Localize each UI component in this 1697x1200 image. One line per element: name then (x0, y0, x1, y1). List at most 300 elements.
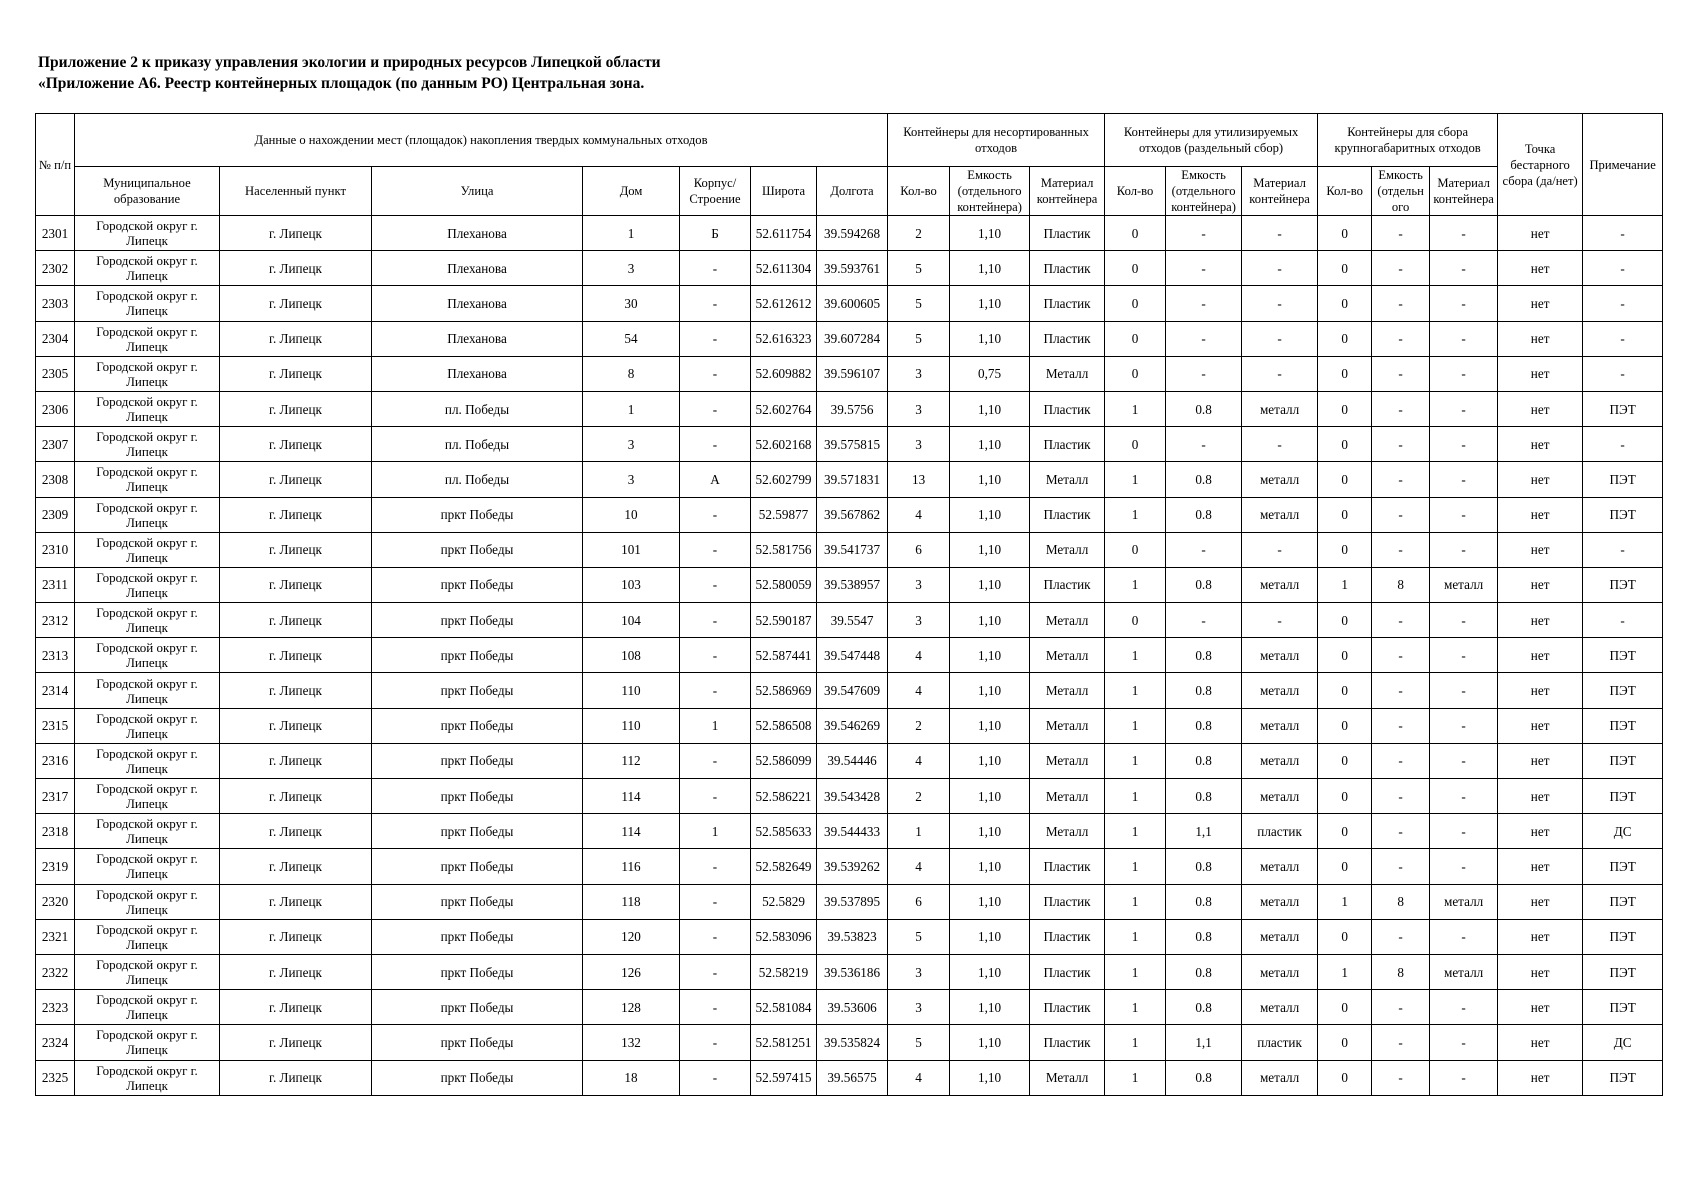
cell-note: ПЭТ (1583, 919, 1663, 954)
cell-note: - (1583, 216, 1663, 251)
cell-unsorted-capacity: 1,10 (950, 743, 1030, 778)
cell-recycle-material: металл (1242, 779, 1318, 814)
cell-recycle-capacity: - (1166, 286, 1242, 321)
container-sites-registry-table (35, 113, 1663, 1096)
cell-recycle-material: металл (1242, 638, 1318, 673)
cell-street: пркт Победы (372, 673, 583, 708)
cell-latitude: 52.609882 (751, 356, 817, 391)
cell-num: 2318 (36, 814, 75, 849)
cell-note: - (1583, 251, 1663, 286)
cell-bulky-count: 0 (1318, 779, 1372, 814)
table-row (36, 251, 1663, 286)
cell-longitude: 39.567862 (817, 497, 888, 532)
cell-bulky-capacity: - (1372, 990, 1430, 1025)
cell-bulky-capacity: - (1372, 673, 1430, 708)
cell-house: 112 (583, 743, 680, 778)
cell-building: А (680, 462, 751, 497)
cell-unsorted-count: 3 (888, 567, 950, 602)
table-row (36, 954, 1663, 989)
cell-unsorted-count: 6 (888, 532, 950, 567)
cell-longitude: 39.541737 (817, 532, 888, 567)
cell-latitude: 52.587441 (751, 638, 817, 673)
cell-longitude: 39.547609 (817, 673, 888, 708)
table-row (36, 356, 1663, 391)
cell-bagless: нет (1498, 884, 1583, 919)
cell-unsorted-count: 3 (888, 990, 950, 1025)
cell-longitude: 39.547448 (817, 638, 888, 673)
cell-recycle-capacity: 0.8 (1166, 391, 1242, 426)
header-bulky-capacity: Емкость (отдельн ого (1372, 167, 1430, 216)
cell-num: 2325 (36, 1060, 75, 1095)
cell-recycle-capacity: 0.8 (1166, 708, 1242, 743)
cell-unsorted-capacity: 1,10 (950, 286, 1030, 321)
cell-longitude: 39.56575 (817, 1060, 888, 1095)
cell-num: 2321 (36, 919, 75, 954)
cell-longitude: 39.594268 (817, 216, 888, 251)
cell-note: ПЭТ (1583, 391, 1663, 426)
cell-bulky-count: 1 (1318, 567, 1372, 602)
cell-recycle-material: металл (1242, 1060, 1318, 1095)
cell-latitude: 52.582649 (751, 849, 817, 884)
cell-bulky-material: - (1430, 1025, 1498, 1060)
cell-unsorted-material: Металл (1030, 603, 1105, 638)
cell-municipality: Городской округ г. Липецк (75, 849, 220, 884)
cell-recycle-material: - (1242, 321, 1318, 356)
cell-bagless: нет (1498, 849, 1583, 884)
cell-recycle-count: 1 (1105, 673, 1166, 708)
cell-bulky-capacity: - (1372, 216, 1430, 251)
header-longitude: Долгота (817, 167, 888, 216)
cell-bulky-capacity: - (1372, 1025, 1430, 1060)
cell-bulky-material: - (1430, 251, 1498, 286)
cell-recycle-material: металл (1242, 462, 1318, 497)
cell-note: ПЭТ (1583, 849, 1663, 884)
cell-unsorted-count: 5 (888, 286, 950, 321)
cell-municipality: Городской округ г. Липецк (75, 427, 220, 462)
cell-unsorted-material: Металл (1030, 814, 1105, 849)
cell-recycle-count: 1 (1105, 884, 1166, 919)
cell-house: 110 (583, 673, 680, 708)
cell-unsorted-count: 2 (888, 708, 950, 743)
cell-recycle-material: металл (1242, 673, 1318, 708)
cell-bulky-capacity: - (1372, 779, 1430, 814)
cell-unsorted-material: Пластик (1030, 884, 1105, 919)
cell-bulky-capacity: - (1372, 251, 1430, 286)
cell-recycle-material: - (1242, 603, 1318, 638)
cell-bagless: нет (1498, 532, 1583, 567)
cell-latitude: 52.611304 (751, 251, 817, 286)
cell-settlement: г. Липецк (220, 954, 372, 989)
cell-latitude: 52.590187 (751, 603, 817, 638)
cell-bulky-capacity: 8 (1372, 954, 1430, 989)
cell-bagless: нет (1498, 462, 1583, 497)
cell-bulky-count: 0 (1318, 603, 1372, 638)
cell-settlement: г. Липецк (220, 427, 372, 462)
cell-bulky-material: - (1430, 814, 1498, 849)
cell-unsorted-capacity: 1,10 (950, 603, 1030, 638)
cell-latitude: 52.612612 (751, 286, 817, 321)
cell-bulky-material: - (1430, 462, 1498, 497)
cell-recycle-capacity: - (1166, 356, 1242, 391)
cell-longitude: 39.5756 (817, 391, 888, 426)
cell-bulky-count: 0 (1318, 990, 1372, 1025)
table-header (36, 114, 1663, 216)
cell-bulky-material: - (1430, 990, 1498, 1025)
cell-municipality: Городской округ г. Липецк (75, 743, 220, 778)
cell-unsorted-material: Металл (1030, 673, 1105, 708)
cell-settlement: г. Липецк (220, 919, 372, 954)
cell-recycle-material: металл (1242, 497, 1318, 532)
cell-house: 126 (583, 954, 680, 989)
header-street: Улица (372, 167, 583, 216)
table-row (36, 849, 1663, 884)
cell-recycle-material: металл (1242, 954, 1318, 989)
cell-num: 2313 (36, 638, 75, 673)
cell-bulky-count: 0 (1318, 286, 1372, 321)
cell-unsorted-capacity: 0,75 (950, 356, 1030, 391)
cell-recycle-count: 0 (1105, 216, 1166, 251)
cell-latitude: 52.616323 (751, 321, 817, 356)
cell-num: 2303 (36, 286, 75, 321)
cell-bulky-material: - (1430, 919, 1498, 954)
cell-unsorted-count: 5 (888, 1025, 950, 1060)
cell-unsorted-material: Пластик (1030, 216, 1105, 251)
cell-unsorted-material: Металл (1030, 779, 1105, 814)
cell-settlement: г. Липецк (220, 884, 372, 919)
cell-unsorted-material: Пластик (1030, 954, 1105, 989)
cell-recycle-capacity: 0.8 (1166, 567, 1242, 602)
cell-building: - (680, 884, 751, 919)
cell-recycle-material: металл (1242, 919, 1318, 954)
cell-bagless: нет (1498, 286, 1583, 321)
cell-street: пркт Победы (372, 1025, 583, 1060)
cell-building: 1 (680, 814, 751, 849)
cell-settlement: г. Липецк (220, 251, 372, 286)
cell-recycle-count: 0 (1105, 356, 1166, 391)
cell-recycle-capacity: - (1166, 251, 1242, 286)
header-latitude: Широта (751, 167, 817, 216)
cell-latitude: 52.586221 (751, 779, 817, 814)
cell-num: 2315 (36, 708, 75, 743)
cell-house: 8 (583, 356, 680, 391)
cell-recycle-capacity: 0.8 (1166, 462, 1242, 497)
table-row (36, 814, 1663, 849)
cell-bulky-capacity: - (1372, 321, 1430, 356)
cell-unsorted-capacity: 1,10 (950, 954, 1030, 989)
cell-num: 2319 (36, 849, 75, 884)
cell-longitude: 39.54446 (817, 743, 888, 778)
cell-house: 118 (583, 884, 680, 919)
cell-building: - (680, 954, 751, 989)
cell-house: 54 (583, 321, 680, 356)
header-unsorted-capacity: Емкость (отдельного контейнера) (950, 167, 1030, 216)
cell-municipality: Городской округ г. Липецк (75, 638, 220, 673)
table-row (36, 532, 1663, 567)
cell-municipality: Городской округ г. Липецк (75, 567, 220, 602)
cell-bulky-material: - (1430, 1060, 1498, 1095)
cell-recycle-capacity: 0.8 (1166, 638, 1242, 673)
header-building: Корпус/ Строение (680, 167, 751, 216)
cell-unsorted-capacity: 1,10 (950, 884, 1030, 919)
cell-bulky-count: 1 (1318, 884, 1372, 919)
cell-unsorted-count: 5 (888, 251, 950, 286)
cell-house: 104 (583, 603, 680, 638)
cell-building: - (680, 427, 751, 462)
cell-recycle-count: 1 (1105, 954, 1166, 989)
cell-street: пркт Победы (372, 919, 583, 954)
cell-bulky-capacity: - (1372, 1060, 1430, 1095)
cell-recycle-material: металл (1242, 391, 1318, 426)
cell-bagless: нет (1498, 779, 1583, 814)
cell-recycle-capacity: 0.8 (1166, 919, 1242, 954)
table-row (36, 216, 1663, 251)
cell-latitude: 52.586508 (751, 708, 817, 743)
cell-settlement: г. Липецк (220, 673, 372, 708)
cell-street: Плеханова (372, 286, 583, 321)
cell-recycle-material: пластик (1242, 814, 1318, 849)
cell-note: ПЭТ (1583, 743, 1663, 778)
cell-longitude: 39.536186 (817, 954, 888, 989)
cell-latitude: 52.602168 (751, 427, 817, 462)
cell-recycle-material: - (1242, 286, 1318, 321)
cell-house: 101 (583, 532, 680, 567)
cell-recycle-count: 0 (1105, 603, 1166, 638)
cell-municipality: Городской округ г. Липецк (75, 1060, 220, 1095)
cell-recycle-capacity: 0.8 (1166, 884, 1242, 919)
table-row (36, 603, 1663, 638)
cell-unsorted-count: 5 (888, 321, 950, 356)
cell-unsorted-capacity: 1,10 (950, 567, 1030, 602)
cell-building: - (680, 532, 751, 567)
cell-bagless: нет (1498, 321, 1583, 356)
cell-latitude: 52.611754 (751, 216, 817, 251)
cell-bagless: нет (1498, 567, 1583, 602)
cell-settlement: г. Липецк (220, 638, 372, 673)
cell-house: 116 (583, 849, 680, 884)
header-municipality: Муниципальное образование (75, 167, 220, 216)
cell-bulky-capacity: - (1372, 814, 1430, 849)
cell-recycle-capacity: 0.8 (1166, 779, 1242, 814)
cell-recycle-material: - (1242, 216, 1318, 251)
cell-recycle-capacity: - (1166, 603, 1242, 638)
cell-num: 2306 (36, 391, 75, 426)
cell-recycle-capacity: 0.8 (1166, 1060, 1242, 1095)
cell-house: 110 (583, 708, 680, 743)
cell-bulky-count: 0 (1318, 673, 1372, 708)
cell-recycle-material: - (1242, 251, 1318, 286)
table-row (36, 497, 1663, 532)
cell-building: - (680, 743, 751, 778)
title-line-1: Приложение 2 к приказу управления экологии и природных ресурсов Липецкой области (38, 54, 661, 71)
cell-street: пркт Победы (372, 884, 583, 919)
cell-bulky-count: 0 (1318, 497, 1372, 532)
cell-recycle-capacity: 0.8 (1166, 743, 1242, 778)
cell-municipality: Городской округ г. Липецк (75, 884, 220, 919)
cell-bagless: нет (1498, 427, 1583, 462)
cell-unsorted-capacity: 1,10 (950, 251, 1030, 286)
cell-street: пркт Победы (372, 603, 583, 638)
cell-num: 2324 (36, 1025, 75, 1060)
cell-unsorted-material: Пластик (1030, 391, 1105, 426)
cell-unsorted-capacity: 1,10 (950, 391, 1030, 426)
cell-bulky-material: - (1430, 497, 1498, 532)
cell-unsorted-material: Пластик (1030, 497, 1105, 532)
cell-bulky-count: 0 (1318, 1060, 1372, 1095)
cell-latitude: 52.59877 (751, 497, 817, 532)
cell-street: Плеханова (372, 216, 583, 251)
cell-municipality: Городской округ г. Липецк (75, 919, 220, 954)
cell-municipality: Городской округ г. Липецк (75, 321, 220, 356)
cell-municipality: Городской округ г. Липецк (75, 673, 220, 708)
cell-bulky-capacity: - (1372, 603, 1430, 638)
cell-settlement: г. Липецк (220, 708, 372, 743)
cell-unsorted-count: 2 (888, 779, 950, 814)
header-unsorted-material: Материал контейнера (1030, 167, 1105, 216)
cell-municipality: Городской округ г. Липецк (75, 216, 220, 251)
cell-municipality: Городской округ г. Липецк (75, 462, 220, 497)
cell-note: ПЭТ (1583, 638, 1663, 673)
cell-unsorted-material: Пластик (1030, 990, 1105, 1025)
cell-recycle-material: - (1242, 532, 1318, 567)
cell-municipality: Городской округ г. Липецк (75, 286, 220, 321)
cell-recycle-material: - (1242, 356, 1318, 391)
cell-unsorted-count: 4 (888, 849, 950, 884)
cell-unsorted-count: 4 (888, 673, 950, 708)
cell-bagless: нет (1498, 954, 1583, 989)
cell-street: Плеханова (372, 321, 583, 356)
cell-recycle-count: 1 (1105, 497, 1166, 532)
cell-longitude: 39.607284 (817, 321, 888, 356)
cell-house: 114 (583, 814, 680, 849)
cell-unsorted-material: Пластик (1030, 427, 1105, 462)
cell-bulky-capacity: - (1372, 532, 1430, 567)
cell-latitude: 52.581251 (751, 1025, 817, 1060)
cell-recycle-capacity: - (1166, 532, 1242, 567)
cell-bulky-material: металл (1430, 567, 1498, 602)
cell-unsorted-capacity: 1,10 (950, 497, 1030, 532)
cell-street: пркт Победы (372, 814, 583, 849)
cell-street: пркт Победы (372, 779, 583, 814)
cell-recycle-count: 1 (1105, 1060, 1166, 1095)
cell-latitude: 52.585633 (751, 814, 817, 849)
cell-house: 108 (583, 638, 680, 673)
header-bulky-count: Кол-во (1318, 167, 1372, 216)
cell-unsorted-capacity: 1,10 (950, 779, 1030, 814)
cell-longitude: 39.543428 (817, 779, 888, 814)
cell-unsorted-count: 4 (888, 497, 950, 532)
cell-house: 1 (583, 216, 680, 251)
cell-recycle-material: металл (1242, 743, 1318, 778)
cell-num: 2316 (36, 743, 75, 778)
cell-settlement: г. Липецк (220, 603, 372, 638)
cell-recycle-count: 1 (1105, 708, 1166, 743)
cell-longitude: 39.535824 (817, 1025, 888, 1060)
cell-municipality: Городской округ г. Липецк (75, 603, 220, 638)
header-num: № п/п (36, 114, 75, 216)
table-row (36, 673, 1663, 708)
cell-latitude: 52.583096 (751, 919, 817, 954)
cell-building: - (680, 779, 751, 814)
cell-recycle-material: металл (1242, 708, 1318, 743)
cell-unsorted-material: Металл (1030, 532, 1105, 567)
cell-settlement: г. Липецк (220, 321, 372, 356)
cell-recycle-capacity: 0.8 (1166, 990, 1242, 1025)
cell-bagless: нет (1498, 814, 1583, 849)
cell-recycle-count: 1 (1105, 814, 1166, 849)
cell-bagless: нет (1498, 708, 1583, 743)
cell-bulky-capacity: - (1372, 497, 1430, 532)
cell-building: - (680, 286, 751, 321)
cell-building: - (680, 638, 751, 673)
cell-bulky-material: - (1430, 603, 1498, 638)
cell-street: пркт Победы (372, 1060, 583, 1095)
cell-recycle-capacity: - (1166, 216, 1242, 251)
cell-building: - (680, 497, 751, 532)
cell-building: - (680, 321, 751, 356)
table-row (36, 884, 1663, 919)
cell-unsorted-material: Металл (1030, 743, 1105, 778)
table-row (36, 1025, 1663, 1060)
cell-bulky-material: - (1430, 391, 1498, 426)
cell-street: пркт Победы (372, 532, 583, 567)
cell-bulky-material: металл (1430, 954, 1498, 989)
cell-unsorted-count: 6 (888, 884, 950, 919)
cell-note: - (1583, 532, 1663, 567)
cell-building: - (680, 356, 751, 391)
cell-unsorted-material: Металл (1030, 708, 1105, 743)
cell-note: ПЭТ (1583, 497, 1663, 532)
cell-recycle-capacity: 1,1 (1166, 1025, 1242, 1060)
cell-bulky-count: 0 (1318, 427, 1372, 462)
cell-unsorted-capacity: 1,10 (950, 638, 1030, 673)
cell-bulky-material: - (1430, 286, 1498, 321)
cell-settlement: г. Липецк (220, 391, 372, 426)
cell-bulky-material: - (1430, 321, 1498, 356)
cell-building: - (680, 603, 751, 638)
cell-unsorted-capacity: 1,10 (950, 849, 1030, 884)
cell-settlement: г. Липецк (220, 216, 372, 251)
header-bagless: Точка бестарного сбора (да/нет) (1498, 114, 1583, 216)
header-location-group: Данные о нахождении мест (площадок) накопления твердых коммунальных отходов (75, 114, 888, 167)
cell-bulky-capacity: - (1372, 919, 1430, 954)
cell-recycle-count: 0 (1105, 286, 1166, 321)
cell-unsorted-count: 5 (888, 919, 950, 954)
cell-bulky-capacity: - (1372, 286, 1430, 321)
cell-recycle-capacity: 0.8 (1166, 849, 1242, 884)
table-row (36, 321, 1663, 356)
cell-num: 2304 (36, 321, 75, 356)
cell-num: 2309 (36, 497, 75, 532)
cell-bagless: нет (1498, 603, 1583, 638)
cell-recycle-count: 0 (1105, 321, 1166, 356)
cell-unsorted-material: Пластик (1030, 567, 1105, 602)
cell-bagless: нет (1498, 497, 1583, 532)
cell-bulky-count: 0 (1318, 462, 1372, 497)
cell-unsorted-capacity: 1,10 (950, 990, 1030, 1025)
cell-latitude: 52.597415 (751, 1060, 817, 1095)
cell-street: пркт Победы (372, 954, 583, 989)
cell-settlement: г. Липецк (220, 286, 372, 321)
document-title (38, 52, 661, 94)
cell-note: ПЭТ (1583, 954, 1663, 989)
cell-unsorted-count: 3 (888, 603, 950, 638)
cell-municipality: Городской округ г. Липецк (75, 497, 220, 532)
cell-longitude: 39.600605 (817, 286, 888, 321)
cell-bulky-material: - (1430, 427, 1498, 462)
cell-street: пл. Победы (372, 427, 583, 462)
cell-note: ДС (1583, 1025, 1663, 1060)
cell-house: 3 (583, 251, 680, 286)
